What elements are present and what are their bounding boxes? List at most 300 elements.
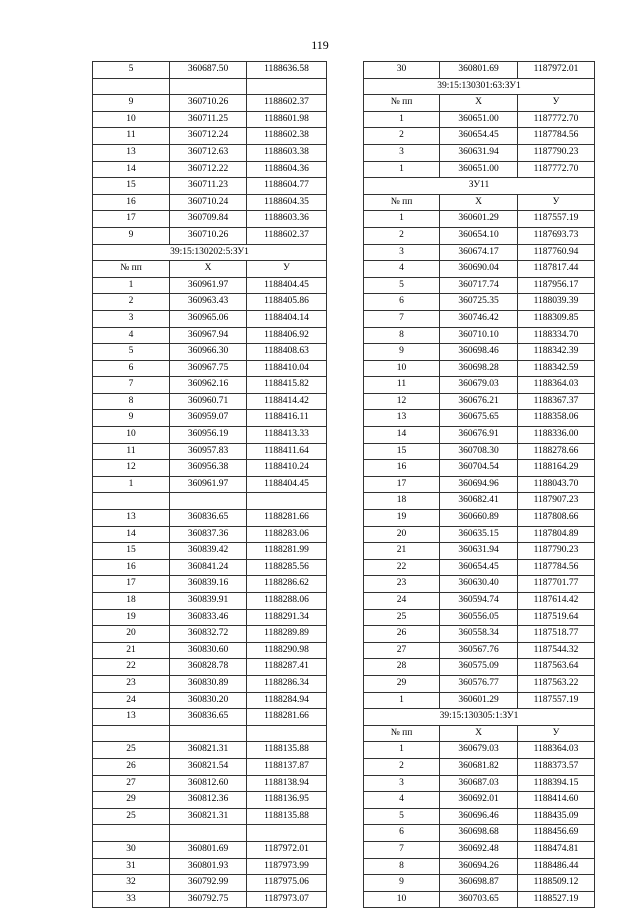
point-number: 32: [93, 875, 170, 892]
table-row: [93, 510, 327, 527]
table-row: [93, 410, 327, 427]
point-number: 14: [93, 526, 170, 543]
point-number: 4: [364, 261, 440, 278]
separator-row: [93, 493, 327, 510]
table-row: [364, 327, 595, 344]
table-row: [93, 626, 327, 643]
y-coordinate: 1187557.19: [518, 211, 595, 228]
point-number: 5: [93, 344, 170, 361]
point-number: 28: [364, 659, 440, 676]
x-coordinate: 360839.91: [170, 593, 247, 610]
point-number: 15: [364, 443, 440, 460]
table-row: [93, 775, 327, 792]
table-row: [364, 294, 595, 311]
point-number: 20: [93, 626, 170, 643]
table-row: [364, 360, 595, 377]
empty-cell: [93, 78, 170, 95]
x-coordinate: 360676.21: [440, 393, 518, 410]
x-coordinate: 360601.29: [440, 692, 518, 709]
x-coordinate: 360966.30: [170, 344, 247, 361]
x-coordinate: 360694.96: [440, 476, 518, 493]
x-coordinate: 360962.16: [170, 377, 247, 394]
table-row: [93, 659, 327, 676]
point-number: 1: [93, 476, 170, 493]
table-row: [364, 576, 595, 593]
y-coordinate: 1188309.85: [518, 310, 595, 327]
x-coordinate: 360837.36: [170, 526, 247, 543]
y-coordinate: 1188290.98: [247, 642, 327, 659]
y-coordinate: 1188288.06: [247, 593, 327, 610]
table-row: [93, 792, 327, 809]
point-number: 17: [93, 211, 170, 228]
point-number: 13: [364, 410, 440, 427]
y-coordinate: 1188138.94: [247, 775, 327, 792]
x-coordinate: 360967.94: [170, 327, 247, 344]
x-coordinate: 360963.43: [170, 294, 247, 311]
separator-row: [93, 78, 327, 95]
x-coordinate: 360956.19: [170, 427, 247, 444]
y-coordinate: 1188285.56: [247, 559, 327, 576]
y-coordinate: 1187563.64: [518, 659, 595, 676]
x-coordinate: 360654.10: [440, 227, 518, 244]
point-number: 1: [364, 692, 440, 709]
y-coordinate: 1188043.70: [518, 476, 595, 493]
y-coordinate: 1188416.11: [247, 410, 327, 427]
y-coordinate: 1187973.99: [247, 858, 327, 875]
table-row: [93, 344, 327, 361]
table-row: [93, 111, 327, 128]
point-number: 2: [93, 294, 170, 311]
x-coordinate: 360801.93: [170, 858, 247, 875]
y-coordinate: 1188435.09: [518, 808, 595, 825]
point-number: 9: [93, 95, 170, 112]
point-number: 9: [364, 875, 440, 892]
x-coordinate: 360692.01: [440, 792, 518, 809]
coordinates-table-right: [363, 61, 595, 908]
table-row: [364, 841, 595, 858]
point-number: 3: [93, 310, 170, 327]
x-coordinate: 360812.60: [170, 775, 247, 792]
table-row: [93, 891, 327, 908]
table-row: [364, 758, 595, 775]
point-number: 26: [364, 626, 440, 643]
x-coordinate: 360696.46: [440, 808, 518, 825]
x-coordinate: 360692.48: [440, 841, 518, 858]
x-coordinate: 360712.22: [170, 161, 247, 178]
header-x: X: [440, 194, 518, 211]
x-coordinate: 360801.69: [440, 62, 518, 79]
y-coordinate: 1188364.03: [518, 742, 595, 759]
x-coordinate: 360710.26: [170, 95, 247, 112]
table-row: [93, 95, 327, 112]
point-number: 27: [364, 642, 440, 659]
y-coordinate: 1188509.12: [518, 875, 595, 892]
table-row: [364, 377, 595, 394]
y-coordinate: 1188367.37: [518, 393, 595, 410]
point-number: 17: [364, 476, 440, 493]
empty-cell: [170, 493, 247, 510]
point-number: 1: [364, 111, 440, 128]
x-coordinate: 360651.00: [440, 161, 518, 178]
table-row: [93, 709, 327, 726]
x-coordinate: 360703.65: [440, 891, 518, 908]
y-coordinate: 1187973.07: [247, 891, 327, 908]
x-coordinate: 360635.15: [440, 526, 518, 543]
point-number: 7: [364, 310, 440, 327]
y-coordinate: 1188342.39: [518, 344, 595, 361]
table-row: [93, 559, 327, 576]
table-row: [93, 144, 327, 161]
table-row: [364, 427, 595, 444]
point-number: 2: [364, 227, 440, 244]
table-row: [364, 144, 595, 161]
table-row: [93, 128, 327, 145]
point-number: 27: [93, 775, 170, 792]
x-coordinate: 360681.82: [440, 758, 518, 775]
point-number: 24: [364, 593, 440, 610]
point-number: 11: [93, 128, 170, 145]
table-row: [93, 460, 327, 477]
table-row: [364, 510, 595, 527]
y-coordinate: 1188334.70: [518, 327, 595, 344]
table-row: [364, 393, 595, 410]
point-number: 3: [364, 144, 440, 161]
point-number: 10: [93, 427, 170, 444]
y-coordinate: 1187784.56: [518, 128, 595, 145]
table-row: [93, 675, 327, 692]
table-row: [364, 659, 595, 676]
x-coordinate: 360710.24: [170, 194, 247, 211]
table-row: [364, 626, 595, 643]
point-number: 5: [364, 277, 440, 294]
point-number: 5: [364, 808, 440, 825]
table-row: [93, 327, 327, 344]
point-number: 16: [93, 559, 170, 576]
point-number: 9: [364, 344, 440, 361]
x-coordinate: 360956.38: [170, 460, 247, 477]
table-row: [93, 161, 327, 178]
table-row: [93, 609, 327, 626]
x-coordinate: 360710.26: [170, 227, 247, 244]
x-coordinate: 360746.42: [440, 310, 518, 327]
table-row: [364, 526, 595, 543]
point-number: 26: [93, 758, 170, 775]
empty-cell: [247, 825, 327, 842]
table-row: [364, 62, 595, 79]
x-coordinate: 360830.20: [170, 692, 247, 709]
empty-cell: [170, 825, 247, 842]
x-coordinate: 360698.46: [440, 344, 518, 361]
x-coordinate: 360821.31: [170, 742, 247, 759]
point-number: 20: [364, 526, 440, 543]
x-coordinate: 360828.78: [170, 659, 247, 676]
table-row: [93, 543, 327, 560]
x-coordinate: 360687.50: [170, 62, 247, 79]
table-row: [364, 543, 595, 560]
x-coordinate: 360704.54: [440, 460, 518, 477]
table-row: [364, 344, 595, 361]
table-row: [93, 642, 327, 659]
x-coordinate: 360631.94: [440, 144, 518, 161]
table-row: [93, 178, 327, 195]
x-coordinate: 360830.60: [170, 642, 247, 659]
y-coordinate: 1188284.94: [247, 692, 327, 709]
y-coordinate: 1188137.87: [247, 758, 327, 775]
table-row: [364, 161, 595, 178]
table-row: [93, 310, 327, 327]
y-coordinate: 1187701.77: [518, 576, 595, 593]
y-coordinate: 1187817.44: [518, 261, 595, 278]
empty-cell: [170, 78, 247, 95]
y-coordinate: 1188136.95: [247, 792, 327, 809]
x-coordinate: 360687.03: [440, 775, 518, 792]
x-coordinate: 360675.65: [440, 410, 518, 427]
x-coordinate: 360651.00: [440, 111, 518, 128]
x-coordinate: 360959.07: [170, 410, 247, 427]
y-coordinate: 1188414.60: [518, 792, 595, 809]
empty-cell: [93, 725, 170, 742]
point-number: 7: [364, 841, 440, 858]
point-number: 16: [93, 194, 170, 211]
y-coordinate: 1188135.88: [247, 808, 327, 825]
point-number: 21: [364, 543, 440, 560]
x-coordinate: 360708.30: [440, 443, 518, 460]
header-y: У: [247, 261, 327, 278]
table-row: [364, 609, 595, 626]
point-number: 1: [364, 211, 440, 228]
table-row: [364, 875, 595, 892]
y-coordinate: 1188486.44: [518, 858, 595, 875]
y-coordinate: 1188342.59: [518, 360, 595, 377]
x-coordinate: 360792.99: [170, 875, 247, 892]
x-coordinate: 360679.03: [440, 377, 518, 394]
y-coordinate: 1188527.19: [518, 891, 595, 908]
point-number: 25: [364, 609, 440, 626]
empty-cell: [247, 493, 327, 510]
table-row: [93, 841, 327, 858]
point-number: 2: [364, 758, 440, 775]
point-number: 15: [93, 178, 170, 195]
x-coordinate: 360839.16: [170, 576, 247, 593]
table-row: [364, 460, 595, 477]
point-number: 9: [93, 227, 170, 244]
x-coordinate: 360839.42: [170, 543, 247, 560]
y-coordinate: 1187693.73: [518, 227, 595, 244]
x-coordinate: 360709.84: [170, 211, 247, 228]
point-number: 31: [93, 858, 170, 875]
y-coordinate: 1188039.39: [518, 294, 595, 311]
point-number: 17: [93, 576, 170, 593]
y-coordinate: 1188278.66: [518, 443, 595, 460]
y-coordinate: 1187784.56: [518, 559, 595, 576]
header-point-number: № пп: [364, 194, 440, 211]
y-coordinate: 1188474.81: [518, 841, 595, 858]
table-row: [93, 758, 327, 775]
y-coordinate: 1187563.22: [518, 675, 595, 692]
table-row: [364, 410, 595, 427]
y-coordinate: 1188410.04: [247, 360, 327, 377]
table-row: [93, 875, 327, 892]
point-number: 19: [364, 510, 440, 527]
x-coordinate: 360660.89: [440, 510, 518, 527]
point-number: 18: [364, 493, 440, 510]
y-coordinate: 1188410.24: [247, 460, 327, 477]
y-coordinate: 1188636.58: [247, 62, 327, 79]
y-coordinate: 1188405.86: [247, 294, 327, 311]
y-coordinate: 1188135.88: [247, 742, 327, 759]
x-coordinate: 360679.03: [440, 742, 518, 759]
table-row: [364, 476, 595, 493]
y-coordinate: 1188406.92: [247, 327, 327, 344]
y-coordinate: 1188394.15: [518, 775, 595, 792]
point-number: 22: [364, 559, 440, 576]
x-coordinate: 360654.45: [440, 559, 518, 576]
y-coordinate: 1188291.34: [247, 609, 327, 626]
y-coordinate: 1188456.69: [518, 825, 595, 842]
y-coordinate: 1188286.34: [247, 675, 327, 692]
table-row: [364, 111, 595, 128]
table-row: [364, 244, 595, 261]
y-coordinate: 1188404.45: [247, 476, 327, 493]
table-row: [364, 261, 595, 278]
empty-cell: [247, 78, 327, 95]
table-row: [364, 310, 595, 327]
table-row: [364, 277, 595, 294]
point-number: 1: [93, 277, 170, 294]
point-number: 12: [364, 393, 440, 410]
y-coordinate: 1188281.66: [247, 510, 327, 527]
y-coordinate: 1187760.94: [518, 244, 595, 261]
table-row: [364, 858, 595, 875]
x-coordinate: 360836.65: [170, 709, 247, 726]
point-number: 13: [93, 510, 170, 527]
x-coordinate: 360630.40: [440, 576, 518, 593]
table-row: [364, 227, 595, 244]
x-coordinate: 360961.97: [170, 476, 247, 493]
point-number: 8: [364, 327, 440, 344]
parcel-title: ЗУ11: [364, 178, 595, 195]
page-number: 119: [311, 38, 329, 52]
table-row: [364, 593, 595, 610]
separator-row: [93, 825, 327, 842]
point-number: 30: [93, 841, 170, 858]
point-number: 4: [93, 327, 170, 344]
x-coordinate: 360792.75: [170, 891, 247, 908]
point-number: 13: [93, 709, 170, 726]
table-row: [93, 294, 327, 311]
point-number: 25: [93, 808, 170, 825]
empty-cell: [93, 493, 170, 510]
parcel-title: 39:15:130301:63:ЗУ1: [364, 78, 595, 95]
y-coordinate: 1188289.89: [247, 626, 327, 643]
x-coordinate: 360710.10: [440, 327, 518, 344]
point-number: 14: [364, 427, 440, 444]
point-number: 10: [364, 360, 440, 377]
table-header-row: [364, 725, 595, 742]
table-row: [93, 427, 327, 444]
point-number: 13: [93, 144, 170, 161]
table-row: [364, 443, 595, 460]
table-row: [364, 559, 595, 576]
y-coordinate: 1188415.82: [247, 377, 327, 394]
y-coordinate: 1188164.29: [518, 460, 595, 477]
parcel-title: 39:15:130305:1:ЗУ1: [364, 709, 595, 726]
point-number: 10: [93, 111, 170, 128]
x-coordinate: 360841.24: [170, 559, 247, 576]
x-coordinate: 360830.89: [170, 675, 247, 692]
header-y: У: [518, 194, 595, 211]
x-coordinate: 360717.74: [440, 277, 518, 294]
separator-row: [93, 725, 327, 742]
y-coordinate: 1188336.00: [518, 427, 595, 444]
y-coordinate: 1187518.77: [518, 626, 595, 643]
table-row: [93, 277, 327, 294]
point-number: 8: [93, 393, 170, 410]
x-coordinate: 360833.46: [170, 609, 247, 626]
x-coordinate: 360965.06: [170, 310, 247, 327]
x-coordinate: 360725.35: [440, 294, 518, 311]
header-point-number: № пп: [364, 725, 440, 742]
table-row: [93, 443, 327, 460]
point-number: 29: [364, 675, 440, 692]
y-coordinate: 1187544.32: [518, 642, 595, 659]
x-coordinate: 360712.24: [170, 128, 247, 145]
y-coordinate: 1187772.70: [518, 161, 595, 178]
x-coordinate: 360567.76: [440, 642, 518, 659]
table-row: [93, 692, 327, 709]
point-number: 11: [364, 377, 440, 394]
x-coordinate: 360812.36: [170, 792, 247, 809]
x-coordinate: 360698.87: [440, 875, 518, 892]
x-coordinate: 360682.41: [440, 493, 518, 510]
point-number: 11: [93, 443, 170, 460]
table-row: [364, 825, 595, 842]
table-row: [93, 227, 327, 244]
y-coordinate: 1187614.42: [518, 593, 595, 610]
y-coordinate: 1187972.01: [247, 841, 327, 858]
y-coordinate: 1187808.66: [518, 510, 595, 527]
point-number: 10: [364, 891, 440, 908]
point-number: 3: [364, 775, 440, 792]
point-number: 4: [364, 792, 440, 809]
point-number: 12: [93, 460, 170, 477]
x-coordinate: 360676.91: [440, 427, 518, 444]
point-number: 7: [93, 377, 170, 394]
x-coordinate: 360961.97: [170, 277, 247, 294]
point-number: 1: [364, 742, 440, 759]
header-y: У: [518, 95, 595, 112]
table-header-row: [364, 95, 595, 112]
table-row: [364, 742, 595, 759]
x-coordinate: 360601.29: [440, 211, 518, 228]
table-row: [364, 808, 595, 825]
y-coordinate: 1188604.77: [247, 178, 327, 195]
header-x: X: [440, 725, 518, 742]
y-coordinate: 1188358.06: [518, 410, 595, 427]
point-number: 6: [364, 294, 440, 311]
point-number: 16: [364, 460, 440, 477]
point-number: 25: [93, 742, 170, 759]
point-number: 29: [93, 792, 170, 809]
header-x: X: [170, 261, 247, 278]
table-header-row: [93, 261, 327, 278]
table-row: [93, 576, 327, 593]
table-row: [364, 692, 595, 709]
x-coordinate: 360594.74: [440, 593, 518, 610]
point-number: 18: [93, 593, 170, 610]
x-coordinate: 360957.83: [170, 443, 247, 460]
point-number: 33: [93, 891, 170, 908]
